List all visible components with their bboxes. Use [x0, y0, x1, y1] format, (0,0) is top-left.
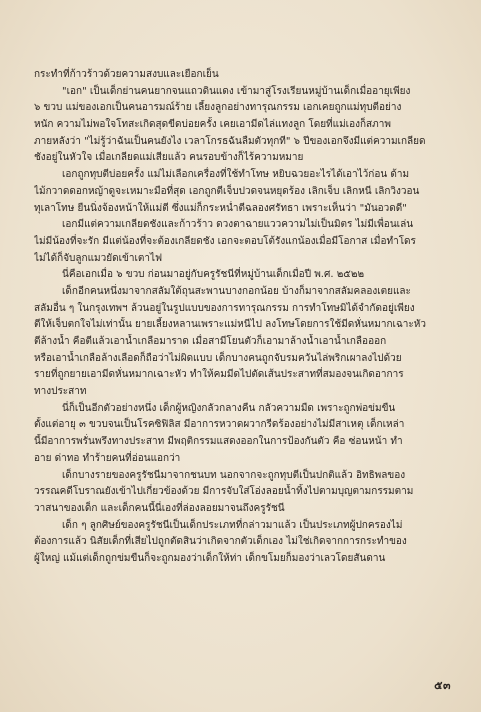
text-line: ทางประสาท [34, 386, 87, 398]
text-line: หรือเอาน้ำเกลือล้างเลือดก็ถือว่าไม่ผิดแบบ เด็กบางคนถูกจับรมควันไล่พริกเผาลงไปด้วย [34, 352, 402, 364]
text-line: ตั้งแต่อายุ ๓ ขวบจนเป็นโรคซิฟิลิส มีอาการหวาดผวากรีดร้องอย่างไม่มีสาเหตุ เด็กเหล่า [34, 419, 405, 431]
text-line: ชังอยู่ในหัวใจ เมื่อเกลียดแม่เสียแล้ว คนรอบข้างก็ไร้ความหมาย [34, 152, 304, 164]
paragraph-start: นี่ก็เป็นอีกตัวอย่างหนึ่ง เด็กผู้หญิงกลัวกลางคืน กลัวความมืด เพราะถูกพ่อข่มขืน [62, 402, 396, 414]
text-line: ตีล้างน้ำ คือตีแล้วเอาน้ำเกลือมาราด เมื่อสามีโยนตัวก็เอามาล้างน้ำเอาน้ำเกลือออก [34, 336, 387, 347]
text-line: ผู้ใหญ่ แม้แต่เด็กถูกข่มขืนก็จะถูกมองว่าเด็กให้ท่า เด็กขโมยก็มองว่าเลวโดยสันดาน [34, 552, 386, 564]
text-line: รายที่ถูกยายเอามีดหั่นหมากเฉาะหัว ทำให้คมมีดไปตัดเส้นประสาทที่สมองจนเกิดอาการ [34, 369, 404, 381]
paragraph-start: เอกมีแต่ความเกลียดชังและก้าวร้าว ดวงตาฉายแววความไม่เป็นมิตร ไม่มีเพื่อนเล่น [62, 219, 414, 231]
text-line: ต้องการแล้ว นิสัยเด็กที่เสียไปถูกตัดสินว่าเกิดจากตัวเด็กเอง ไม่ใช่เกิดจากการกระทำของ [34, 536, 407, 548]
text-line: กระทำที่ก้าวร้าวด้วยความสงบและเยือกเย็น [34, 69, 219, 80]
text-line: สลัมอื่น ๆ ในกรุงเทพฯ ล้วนอยู่ในรูปแบบของการทารุณกรรม การทำโทษมิได้จำกัดอยู่เพียง [34, 302, 415, 314]
text-line: นี้มีอาการพรั่นพรึงทางประสาท มีพฤติกรรมแสดงออกในการป้องกันตัว คือ ซ่อนหน้า ทำ [34, 436, 403, 448]
text-line: ๖ ขวบ แม่ของเอกเป็นคนอารมณ์ร้าย เลี้ยงลูกอย่างทารุณกรรม เอกเคยถูกแม่ทุบตีอย่าง [34, 102, 402, 114]
page-body [34, 67, 448, 568]
text-line: ทุเลาโทษ ยืนนิ่งจ้องหน้าให้แม่ตี ซึ่งแม่ก็กระหน่ำตีฉลองศรัทธา เพราะเห็นว่า "มันอวดดี" [34, 202, 407, 214]
paragraph-start: นี่คือเอกเมื่อ ๖ ขวบ ก่อนมาอยู่กับครูรัชนีที่หมู่บ้านเด็กเมื่อปี พ.ศ. ๒๕๒๒ [62, 269, 365, 281]
text-line: วาสนาของเด็ก และเด็กคนนี้นี่เองที่ล่องลอยมาจนถึงครูรัชนี [34, 502, 285, 514]
text-line: ภายหลังว่า "ไม่รู้ว่าฉันเป็นคนยังไง เวลาโกรธฉันลืมตัวทุกที" ๖ ปีของเอกจึงมีแต่ความเกลียด [34, 135, 426, 147]
text-line: ไม่ได้ก็จับลูกแมวยัดเข้าเตาไฟ [34, 252, 163, 264]
page-number: ๕๓ [434, 679, 451, 692]
paragraph-start: เอกถูกทุบตีบ่อยครั้ง แม่ไม่เลือกเครื่องที่ใช้ทำโทษ หยิบฉวยอะไรได้เอาไว้ก่อน ด้าม [62, 169, 410, 181]
text-line: อาย ด่าทอ ทำร้ายคนที่อ่อนแอกว่า [34, 452, 181, 464]
paragraph-start: เด็กอีกคนหนึ่งมาจากสลัมใต้ถุนสะพานบางกอกน้อย บ้างก็มาจากสลัมคลองเตยและ [62, 285, 411, 297]
paragraph-start: "เอก" เป็นเด็กย่านคนยากจนแถวดินแดง เข้ามาสู่โรงเรียนหมู่บ้านเด็กเมื่ออายุเพียง [62, 85, 411, 97]
text-line: ไม้กวาดดอกหญ้าดูจะเหมาะมือที่สุด เอกถูกตีเจ็บปวดจนหยุดร้อง เลิกเจ็บ เลิกหนี เลิกวิงวอน [34, 185, 420, 197]
text-line: ตีให้เจ็บตกใจไม่เท่านั้น ยายเลี้ยงหลานเพราะแม่หนีไป ลงโทษโดยการใช้มีดหั่นหมากเฉาะหัว [34, 319, 426, 331]
paragraph-start: เด็ก ๆ ลูกศิษย์ของครูรัชนีเป็นเด็กประเภทที่กล่าวมาแล้ว เป็นประเภทผู้ปกครองไม่ [62, 519, 403, 531]
text-line: วรรณคดีโบราณยังเข้าไปเกี่ยวข้องด้วย มีการจับใส่โอ่งลอยน้ำทิ้งไปตามบุญตามกรรมตาม [34, 486, 414, 498]
paragraph-start: เด็กบางรายของครูรัชนีมาจากชนบท นอกจากจะถูกทุบตีเป็นปกติแล้ว อิทธิพลของ [62, 469, 406, 481]
text-line: หนัก ความไม่พอใจโทสะเกิดสุดขีดบ่อยครั้ง เคยเอามีดไล่แทงลูก โดยที่แม่เองก็สภาพ [34, 119, 391, 131]
text-line: ไม่มีน้องที่จะรัก มีแต่น้องที่จะต้องเกลียดชัง เอกจะตอบโต้รังแกน้องเมื่อมีโอกาส เมื่อทำโดร [34, 235, 416, 247]
